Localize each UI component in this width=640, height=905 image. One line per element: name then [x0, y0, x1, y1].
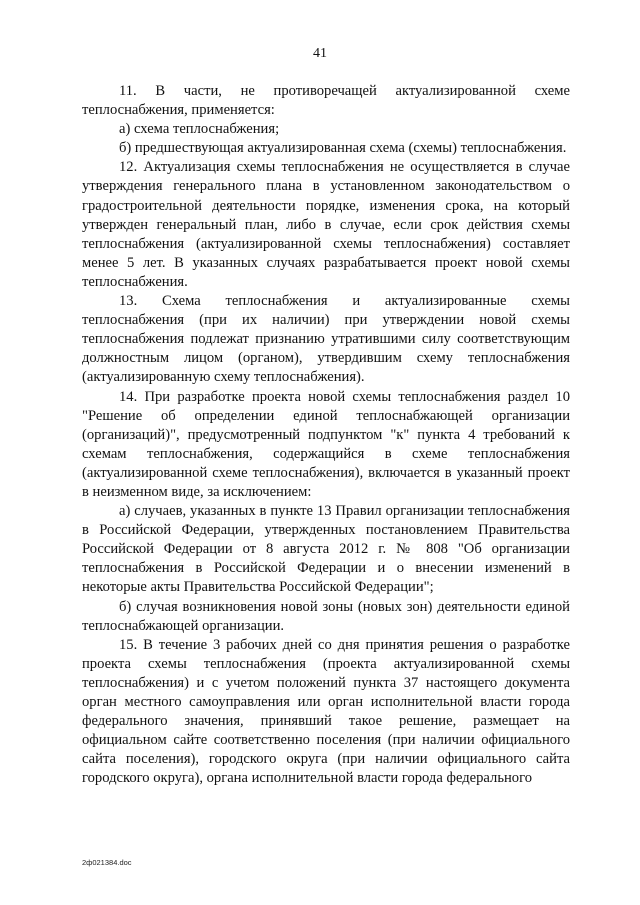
paragraph-12: 12. Актуализация схемы теплоснабжения не осуществляется в случае утверждения генерального плана в установленном законодательством о градостроительной деятельности порядке, изменения срока, на который утвержден генеральный план, либо в случае, если срок действия схемы теплоснабжения (актуализированной схемы теплоснабжения) составляет менее 5 лет. В указанных случаях разрабатывается проект новой схемы теплоснабжения. — [82, 159, 570, 290]
file-reference-footer: 2ф021384.doc — [82, 858, 132, 867]
document-body — [82, 82, 570, 788]
paragraph-11: 11. В части, не противоречащей актуализированной схеме теплоснабжения, применяется: — [82, 83, 570, 119]
paragraph-13: 13. Схема теплоснабжения и актуализированные схемы теплоснабжения (при их наличии) при утверждении новой схемы теплоснабжения подлежат признанию утратившими силу соответствующим должностным лицом (органом), утвердившим схему теплоснабжения (актуализированную схему теплоснабжения). — [82, 293, 570, 386]
paragraph-14-item-b: б) случая возникновения новой зоны (новых зон) деятельности единой теплоснабжающей организации. — [82, 598, 570, 634]
page-number: 41 — [313, 46, 327, 61]
paragraph-14-item-a: а) случаев, указанных в пункте 13 Правил организации теплоснабжения в Российской Федерации, утвержденных постановлением Правительства Российской Федерации от 8 августа 2012 г. № 808 "Об организации теплоснабжения в Российской Федерации и о внесении изменений в некоторые акты Правительства Российской Федерации"; — [82, 503, 570, 596]
paragraph-15: 15. В течение 3 рабочих дней со дня принятия решения о разработке проекта схемы теплоснабжения (проекта актуализированной схемы теплоснабжения) и с учетом положений пункта 37 настоящего документа орган местного самоуправления или орган исполнительной власти города федерального значения, принявший такое решение, размещает на официальном сайте соответственно поселения (при наличии официального сайта поселения), городского округа (при наличии официального сайта городского округа), органа исполнительной власти города федерального — [82, 636, 570, 787]
paragraph-14: 14. При разработке проекта новой схемы теплоснабжения раздел 10 "Решение об определении единой теплоснабжающей организации (организаций)", предусмотренный подпунктом "к" пункта 4 требований к схемам теплоснабжения, содержащийся в схеме теплоснабжения (актуализированной схеме теплоснабжения), включается в указанный проект в неизменном виде, за исключением: — [82, 388, 570, 500]
paragraph-11-item-a: а) схема теплоснабжения; — [119, 121, 280, 138]
paragraph-11-item-b: б) предшествующая актуализированная схема (схемы) теплоснабжения. — [119, 140, 567, 157]
